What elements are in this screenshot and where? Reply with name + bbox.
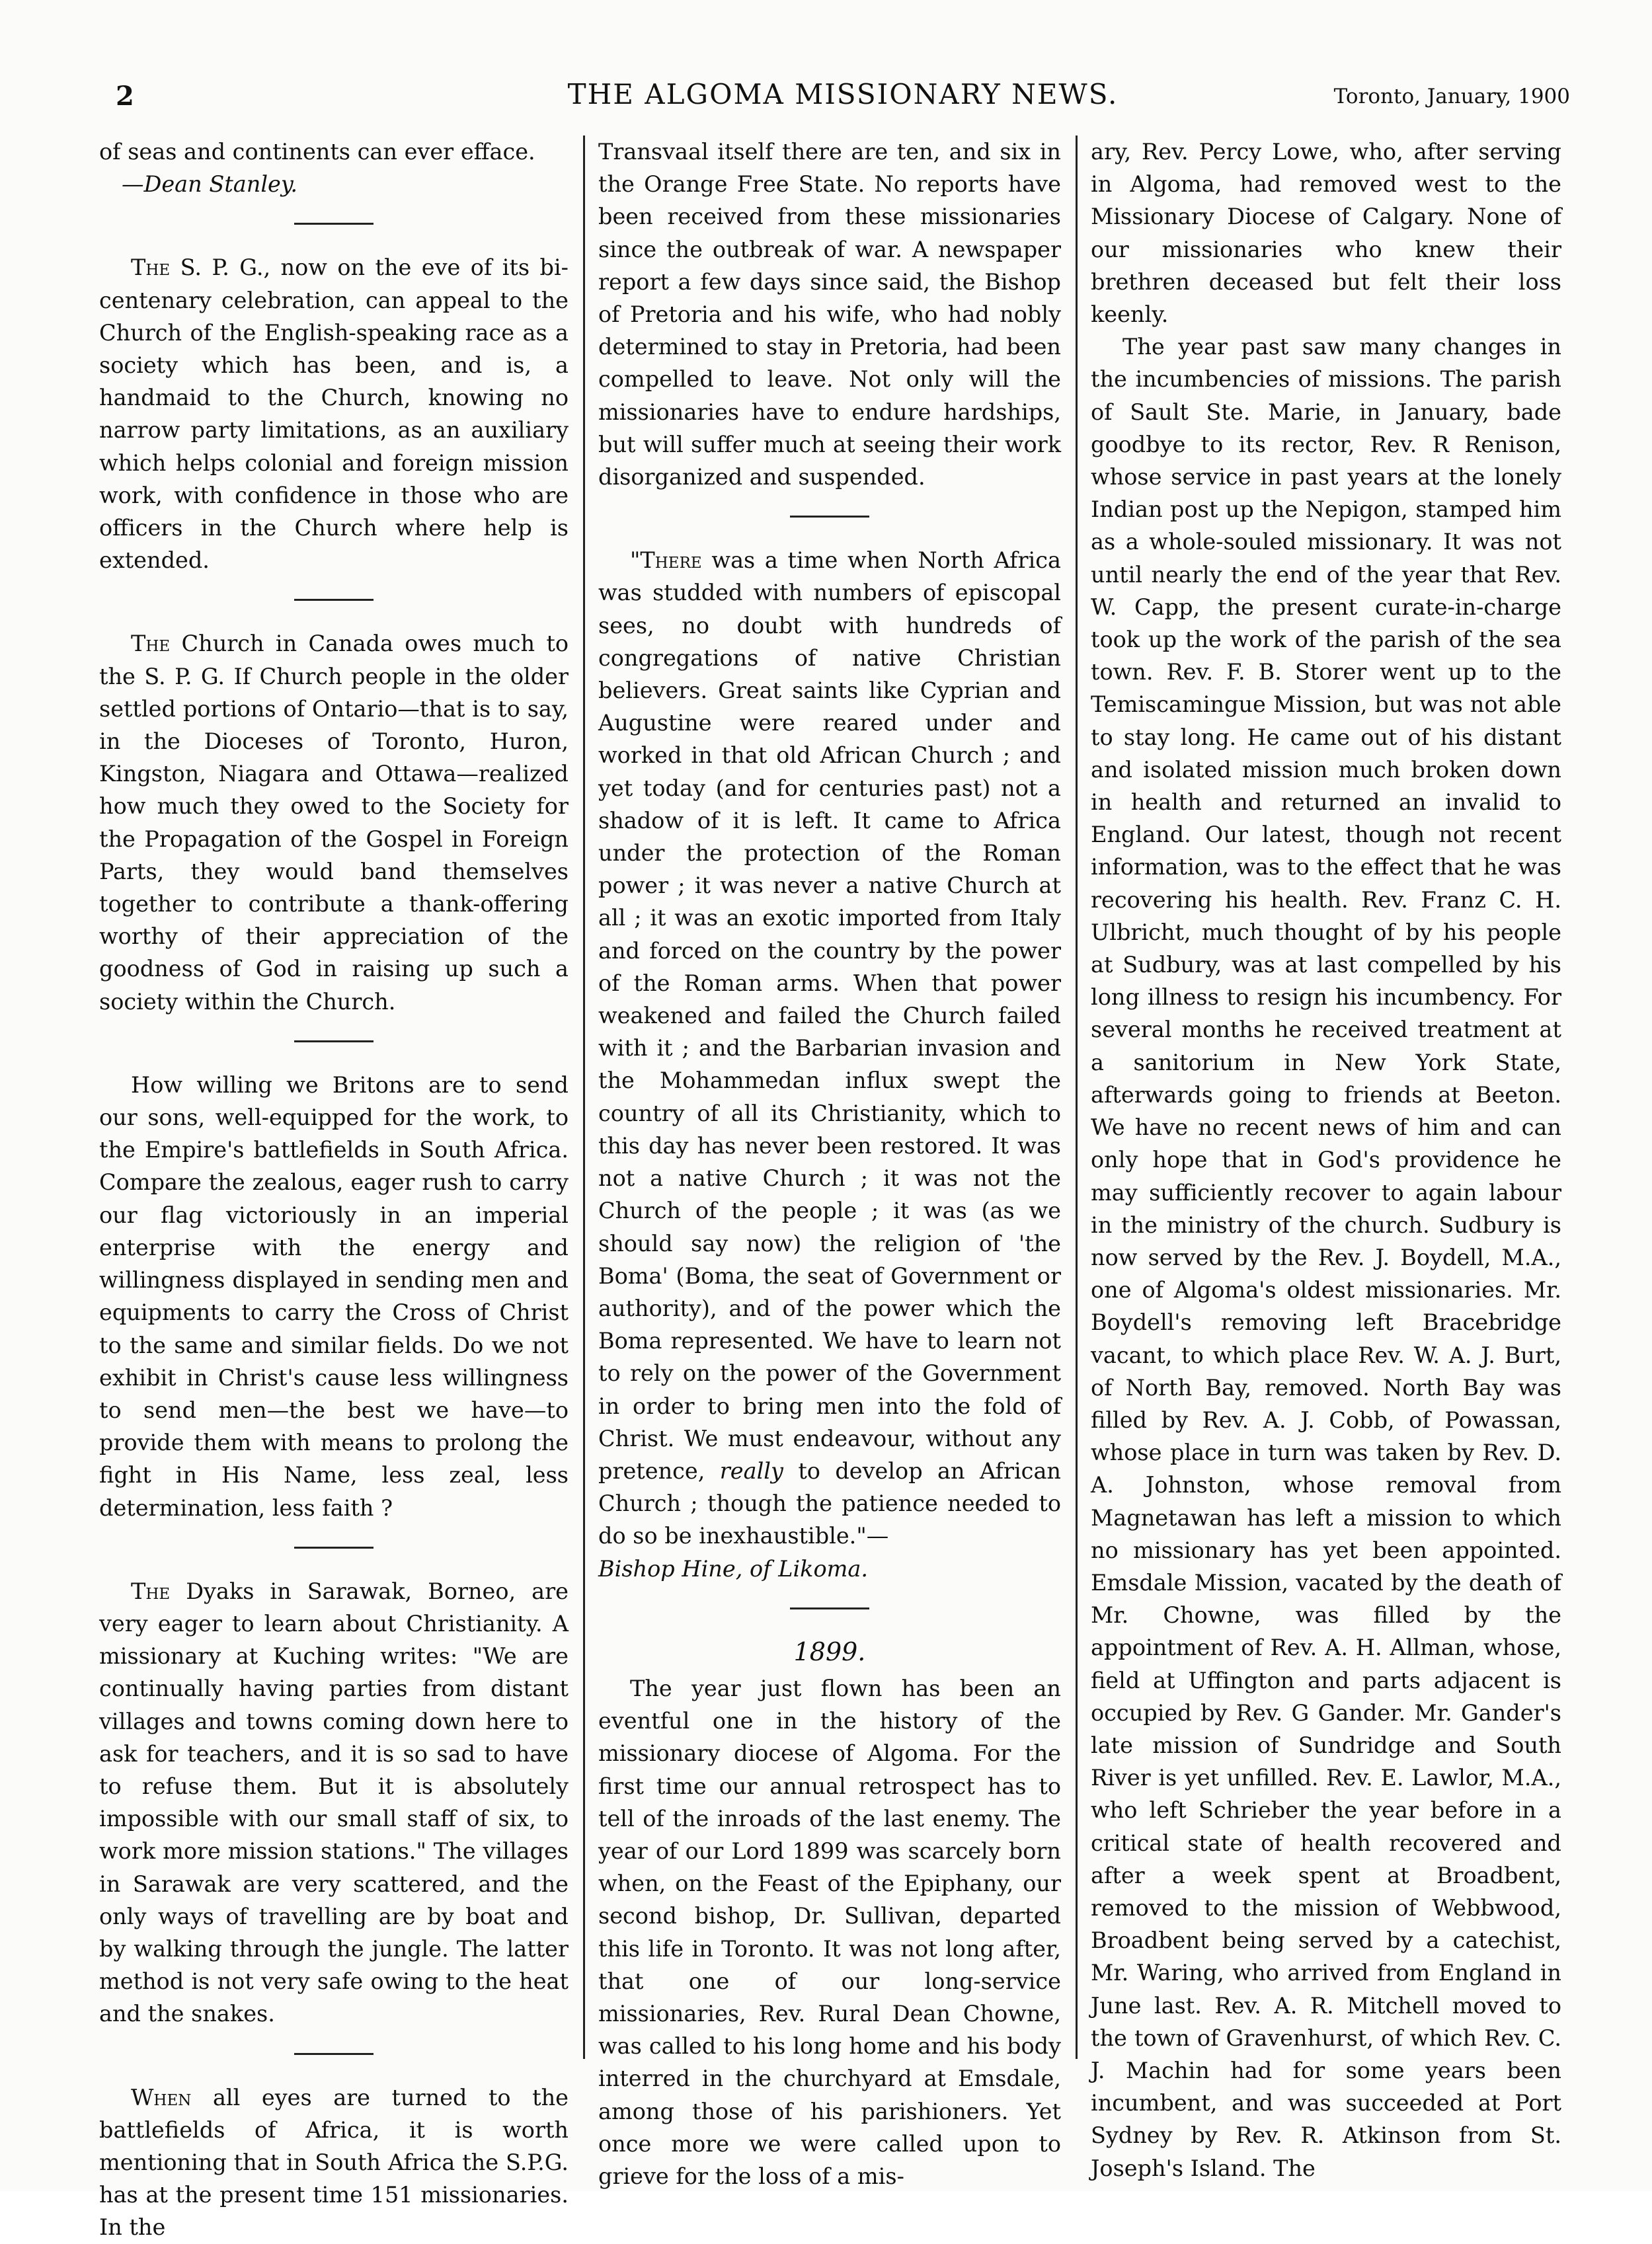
page-number: 2: [116, 81, 134, 112]
paragraph: [598, 544, 1061, 1552]
paragraph-text: Transvaal itself there are ten, and six in the Orange Free State. No reports have been received from these missionaries since the outbreak of war. A newspaper report a few days since said, the Bishop of Pretoria and his wife, who had nobly determined to stay in Pretoria, had been compelled to leave. Not only will the missionaries have to endure hardships, but will suffer much at seeing their work disorganized and suspended.: [598, 139, 1061, 490]
paragraph: [99, 1575, 569, 2031]
paragraph: [99, 251, 569, 576]
paragraph-text: of seas and continents can ever efface.: [99, 139, 535, 165]
paragraph-text: ary, Rev. Percy Lowe, who, after serving in Algoma, had removed west to the Missionary Diocese of Calgary. None of our missionaries who knew their brethren deceased but felt their loss keenly.: [1091, 139, 1561, 328]
paragraph-text: Church in Canada owes much to the S. P. G. If Church people in the older settled portions of Ontario—that is to say, in the Dioceses of Toronto, Huron, Kingston, Niagara and Ottawa—realized how much they owed to the Society for the Propagation of the Gospel in Foreign Parts, they would band themselves together to contribute a thank-offering worthy of their appreciation of the goodness of God in raising up such a society within the Church.: [99, 631, 569, 1015]
lead-word: The: [131, 631, 171, 657]
masthead-title: THE ALGOMA MISSIONARY NEWS.: [567, 78, 1119, 110]
paragraph: [99, 135, 569, 168]
column-rule: [583, 135, 585, 2059]
section-heading: 1899.: [793, 1637, 866, 1666]
paragraph: [1091, 330, 1561, 2185]
paragraph-text: Dyaks in Sarawak, Borneo, are very eager to learn about Christianity. A missionary at Kuching writes: "We are continually having parties from distant villages and towns coming down here to ask for teachers, and it is so sad to have to refuse them. But it is absolutely impossible with our small staff of six, to work more mission stations." The villages in Sarawak are very scattered, and the only ways of travelling are by boat and by walking through the jungle. The latter method is not very safe owing to the heat and the snakes.: [99, 1578, 569, 2027]
paragraph: [99, 2081, 569, 2244]
emphasis-word: really: [719, 1457, 783, 1484]
column-rule: [1076, 135, 1078, 2059]
paragraph: [1091, 135, 1561, 330]
section-divider: [294, 2053, 374, 2055]
attribution: Bishop Hine, of Likoma.: [598, 1555, 869, 1582]
section-divider: [790, 516, 869, 518]
paragraph-text: to develop an African Church ; though the patience needed to do so be inexhaustible."—: [598, 1457, 1061, 1549]
paragraph-text: The year just flown has been an eventful one in the history of the missionary diocese of Algoma. For the first time our annual retrospect has to tell of the inroads of the last enemy. The year of our Lord 1899 was scarcely born when, on the Feast of the Epiphany, our second bishop, Dr. Sullivan, departed this life in Toronto. It was not long after, that one of our long-service missionaries, Rev. Rural Dean Chowne, was called to his long home and his body interred in the churchyard at Emsdale, among those of his parishioners. Yet once more we were called upon to grieve for the loss of a mis-: [598, 1675, 1061, 2189]
section-divider: [790, 1607, 869, 1609]
section-divider: [294, 1547, 374, 1549]
lead-word: "There: [630, 547, 702, 574]
column-3: [1091, 135, 1561, 2181]
paragraph-text: The year past saw many changes in the incumbencies of missions. The parish of Sault Ste. Marie, in January, bade goodbye to its rector, Rev. R Renison, whose service in past years at the lonely Indian post up the Nepigon, stamped him as a whole-souled missionary. It was not until nearly the end of the year that Rev. W. Capp, the present curate-in-charge took up the work of the parish of the sea town. Rev. F. B. Storer went up to the Temiscamingue Mission, but was not able to stay long. He came out of his distant and isolated mission much broken down in health and returned an invalid to England. Our latest, though not recent information, was to the effect that he was recovering his health. Rev. Franz C. H. Ulbricht, much thought of by his people at Sudbury, was at last compelled by his long illness to resign his incumbency. For several months he received treatment at a sanitorium in New York State, afterwards going to friends at Beeton. We have no recent news of him and can only hope that in God's providence he may sufficiently recover to again labour in the ministry of the church. Sudbury is now served by the Rev. J. Boydell, M.A., one of Algoma's oldest missionaries. Mr. Boydell's removing left Bracebridge vacant, to which place Rev. W. A. J. Burt, of North Bay, removed. North Bay was filled by Rev. A. J. Cobb, of Powassan, whose place in turn was taken by Rev. D. A. Johnston, whose removal from Magnetawan has left a mission to which no missionary has yet been appointed. Emsdale Mission, vacated by the death of Mr. Chowne, was filled by the appointment of Rev. A. H. Allman, whose, field at Uffington and parts adjacent is occupied by Rev. G Gander. Mr. Gander's late mission of Sundridge and South River is yet unfilled. Rev. E. Lawlor, M.A., who left Schrieber the year before in a critical state of health recovered and after a week spent at Broadbent, removed to the mission of Webbwood, Broadbent being served by a catechist, Mr. Waring, who arrived from England in June last. Rev. A. R. Mitchell moved to the town of Gravenhurst, of which Rev. C. J. Machin had for some years been incumbent, and was succeeded at Port Sydney by Rev. R. Atkinson from St. Joseph's Island. The: [1091, 334, 1561, 2181]
paragraph: [598, 1672, 1061, 2192]
attribution: —Dean Stanley.: [122, 171, 298, 198]
section-divider: [294, 599, 374, 601]
section-divider: [294, 1040, 374, 1042]
paragraph-text: S. P. G., now on the eve of its bi-centenary celebration, can appeal to the Church of the English-speaking race as a society which has been, and is, a handmaid to the Church, knowing no narrow party limitations, as an auxiliary which helps colonial and foreign mission work, with confidence in those who are officers in the Church where help is extended.: [99, 254, 569, 574]
paragraph: [598, 135, 1061, 493]
lead-word: When: [131, 2084, 192, 2110]
lead-word: The: [131, 1578, 171, 1604]
paragraph-text: was a time when North Africa was studded with numbers of episcopal sees, no doubt with hundreds of congregations of native Christian believers. Great saints like Cyprian and Augustine were reared under and worked in that old African Church ; and yet today (and for centuries past) not a shadow of it is left. It came to Africa under the protection of the Roman power ; it was never a native Church at all ; it was an exotic imported from Italy and forced on the country by the power of the Roman arms. When that power weakened and failed the Church failed with it ; and the Barbarian invasion and the Mohammedan influx swept the country of all its Christianity, which to this day has never been restored. It was not a native Church ; it was not the Church of the people ; it was (as we should say now) the religion of 'the Boma' (Boma, the seat of Government or authority), and of the power which the Boma represented. We have to learn not to rely on the power of the Government in order to bring men into the fold of Christ. We must endeavour, without any pretence,: [598, 547, 1061, 1484]
lead-word: The: [131, 254, 171, 281]
column-2: [598, 135, 1061, 2189]
paragraph-text: all eyes are turned to the battlefields of Africa, it is worth mentioning that in South Africa the S.P.G. has at the present time 151 missionaries. In the: [99, 2084, 569, 2241]
paragraph: [99, 627, 569, 1017]
dateline: Toronto, January, 1900: [1333, 85, 1570, 108]
paragraph-text: How willing we Britons are to send our sons, well-equipped for the work, to the Empire's battlefields in South Africa. Compare the zealous, eager rush to carry our flag victoriously in an imperial enterprise with the energy and willingness displayed in sending men and equipments to carry the Cross of Christ to the same and similar fields. Do we not exhibit in Christ's cause less willingness to send men—the best we have—to provide them with means to prolong the fight in His Name, less zeal, less determination, less faith ?: [99, 1071, 569, 1521]
page-header: [116, 78, 1570, 118]
paragraph: [99, 1069, 569, 1524]
section-divider: [294, 223, 374, 225]
column-1: [99, 135, 569, 2241]
